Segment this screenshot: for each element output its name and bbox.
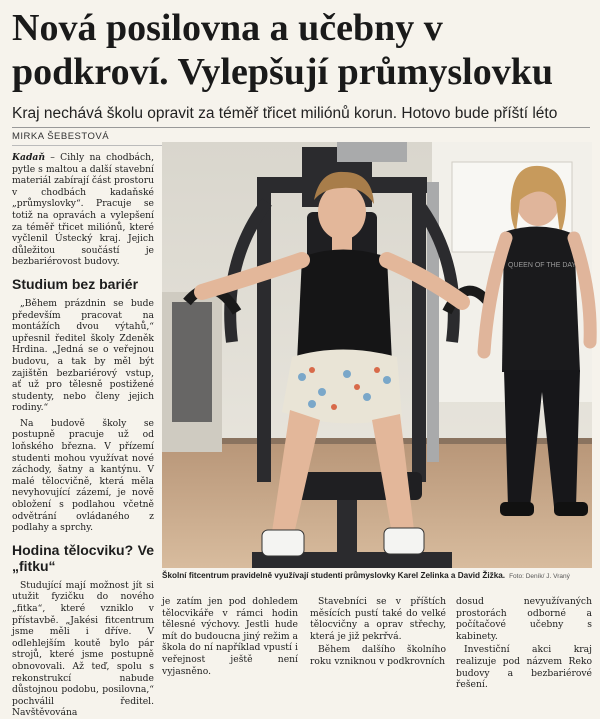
- paragraph: dosud nevyužívaných prostorách odborné a počítačové učebny s kabinety.: [456, 596, 592, 642]
- subheadline: Kraj nechává školu opravit za téměř třicet miliónů korun. Hotovo bude příští léto: [12, 105, 558, 122]
- paragraph: [12, 152, 154, 268]
- paragraph: je zatím jen pod dohledem tělocvikáře v rámci hodin tělesné výchovy. Jestli hude mít do budoucna jiný režim a škola do ní například vpustí i veřejnost ještě není vyjasněno.: [162, 596, 298, 677]
- byline: MIRKA ŠEBESTOVÁ: [12, 131, 110, 142]
- article-column-left: [12, 152, 154, 719]
- article-column-3: [310, 596, 446, 676]
- shirt-text: QUEEN OF THE DAY: [508, 262, 577, 269]
- paragraph: Na budově školy se postupně pracuje už od loňského března. V přízemí studenti mohou využívat nové záchody, šatny a kantýnu. V malé tělocvičně, která měla nevyhovující zázemí, je nově obložení s podlahou včetně odvětrání ovládaného z podlahy a sprchy.: [12, 417, 154, 534]
- paragraph: Během dalšího školního roku vzniknou v podkrovních: [310, 644, 446, 667]
- photo-credit: Foto: Deník/ J. Vraný: [509, 573, 570, 580]
- article-column-4: [456, 596, 592, 691]
- section-heading: Hodina tělocviku? Ve „fitku“: [12, 541, 154, 574]
- paragraph: Studující mají možnost jít si utužit fyzičku do nového „fitka“, které vzniklo v přístavbě. „Jakési fitcentrum jsme měli i dříve. V odlehlejším koutě bylo pár strojů, které jsme postupně obnovovali. Až teď, spolu s rekonstrukcí nabude důstojnou podobu, posilovna,“ pochválil ředitel. Navštěvována: [12, 579, 154, 719]
- article-column-2: [162, 596, 298, 676]
- article-photo: [162, 142, 592, 568]
- divider: [12, 127, 590, 128]
- dateline-place: Kadaň: [12, 152, 45, 163]
- paragraph: Stavebníci se v příštích měsících pustí také do velké tělocvičny a oprav střechy, která je již pekrřvá.: [310, 596, 446, 642]
- headline: Nová posilovna a učebny v podkroví. Vylepšují průmyslovku: [12, 7, 553, 93]
- gym-photo-illustration: [162, 142, 592, 568]
- section-heading: Studium bez bariér: [12, 275, 139, 292]
- photo-caption: [162, 570, 592, 582]
- paragraph: „Během prázdnin se bude především pracovat na montážích dvou výtahů,“ upřesnil ředitel školy Zdeněk Hrdina. „Jedná se o veřejnou budovu, a tak by měl být zajištěn bezbariérový vstup, ať už pro tělesně postižené studenty, nebo členy jejich rodiny.“: [12, 297, 154, 414]
- caption-text: Školní fitcentrum pravidelně využívají studenti průmyslovky Karel Zelinka a David Žižka.: [162, 571, 506, 580]
- paragraph: Investiční akci kraj realizuje pod názvem Reko budovy a bezbariérové řešení.: [456, 644, 592, 691]
- paragraph-text: – Cihly na chodbách, pytle s maltou a další stavební materiál zabírají část prostoru v chodbách kadaňské „průmyslovky“. Pracuje se totiž na opravách a vylepšení za téměř třicet miliónů, které vyčlenil Ústecký kraj. Jejich důležitou součástí je bezbariérovost budovy.: [12, 152, 154, 268]
